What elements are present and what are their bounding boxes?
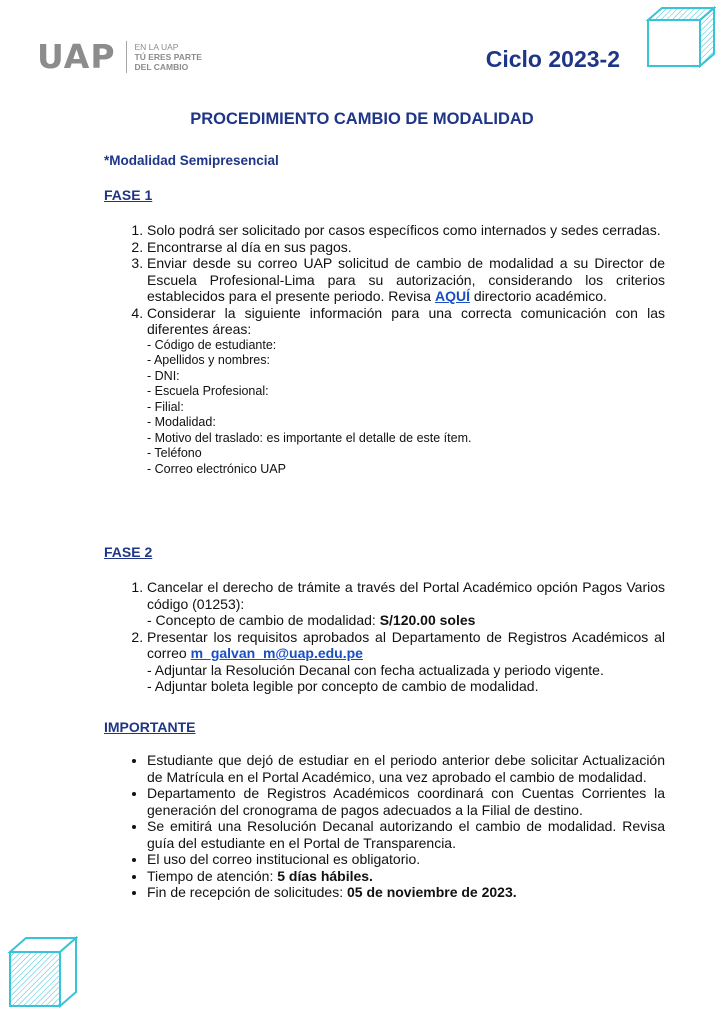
note-item xyxy=(147,752,665,785)
cube-outline-icon xyxy=(8,936,78,1008)
registry-email-link[interactable]: m_galvan_m@uap.edu.pe xyxy=(190,645,363,661)
info-field: - Escuela Profesional: xyxy=(147,384,269,398)
cycle-label: Ciclo 2023-2 xyxy=(485,46,620,72)
note-item xyxy=(147,868,665,885)
note-text: Tiempo de atención: xyxy=(147,867,278,884)
list-item-text: Encontrarse al día en sus pagos. xyxy=(147,238,352,255)
attachment-item: - Adjuntar la Resolución Decanal con fecha actualizada y periodo vigente. xyxy=(147,661,604,678)
fee-detail-list xyxy=(147,612,665,629)
fase-2-list xyxy=(104,579,665,695)
logo-line-2: TÚ ERES PARTE xyxy=(134,51,202,62)
logo-mark: UAP xyxy=(37,37,116,76)
info-field: - DNI: xyxy=(147,368,180,383)
list-item-text: Cancelar el derecho de trámite a través del Portal Académico opción Pagos Varios código (01253): xyxy=(147,579,665,612)
list-item xyxy=(147,222,665,239)
note-item xyxy=(147,884,665,901)
fase-1-list xyxy=(104,222,665,477)
info-field: - Teléfono xyxy=(147,446,202,460)
attention-time: 5 días hábiles. xyxy=(277,867,373,884)
list-item xyxy=(147,629,665,695)
deadline-date: 05 de noviembre de 2023. xyxy=(347,884,517,900)
list-item xyxy=(147,255,665,305)
cube-outline-icon xyxy=(646,6,716,68)
directory-link[interactable]: AQUÍ xyxy=(434,288,470,304)
note-item xyxy=(147,851,665,868)
logo-line-1: EN LA UAP xyxy=(134,41,179,52)
info-field: - Código de estudiante: xyxy=(147,337,277,352)
note-text: Estudiante que dejó de estudiar en el periodo anterior debe solicitar Actualización de Matrícula en el Portal Académico, una vez aprobado el cambio de modalidad. xyxy=(147,752,665,785)
logo-line-3: DEL CAMBIO xyxy=(134,61,189,72)
list-item xyxy=(147,239,665,256)
info-field: - Motivo del traslado: es importante el detalle de este ítem. xyxy=(147,430,472,445)
info-field: - Filial: xyxy=(147,399,184,414)
list-item-text: Presentar los requisitos aprobados al Departamento de Registros Académicos al correo xyxy=(147,628,665,661)
logo-tagline xyxy=(135,42,202,72)
note-item xyxy=(147,785,665,818)
uap-logo xyxy=(37,37,202,76)
note-item xyxy=(147,818,665,851)
fee-concept: - Concepto de cambio de modalidad: xyxy=(147,612,380,628)
attachments-list xyxy=(147,662,665,695)
list-item xyxy=(147,305,665,478)
important-list xyxy=(104,752,665,901)
fase-1-heading: FASE 1 xyxy=(104,187,153,203)
logo-separator xyxy=(126,41,127,73)
note-text: Se emitirá una Resolución Decanal autorizando el cambio de modalidad. Revisa guía del estudiante en el Portal de Transparencia. xyxy=(147,818,665,851)
list-item-text: Considerar la siguiente información para una correcta comunicación con las diferentes áreas: xyxy=(147,304,665,337)
attachment-item: - Adjuntar boleta legible por concepto de cambio de modalidad. xyxy=(147,678,539,694)
important-heading: IMPORTANTE xyxy=(104,719,196,735)
fee-detail xyxy=(147,612,665,629)
fase-2-heading: FASE 2 xyxy=(104,544,153,560)
note-text: El uso del correo institucional es obligatorio. xyxy=(147,851,421,867)
info-field: - Correo electrónico UAP xyxy=(147,461,286,476)
info-field: - Apellidos y nombres: xyxy=(147,353,270,367)
info-fields-list xyxy=(147,338,665,478)
list-item-text: directorio académico. xyxy=(469,288,607,304)
fee-amount: S/120.00 soles xyxy=(379,612,476,628)
modality-label: *Modalidad Semipresencial xyxy=(104,153,279,168)
document-title: PROCEDIMIENTO CAMBIO DE MODALIDAD xyxy=(190,110,534,128)
list-item-text: Solo podrá ser solicitado por casos específicos como internados y sedes cerradas. xyxy=(147,222,661,238)
info-field: - Modalidad: xyxy=(147,415,216,429)
note-text: Fin de recepción de solicitudes: xyxy=(147,884,347,900)
list-item-text: Enviar desde su correo UAP solicitud de cambio de modalidad a su Director de Escuela Profesional-Lima para su autorización, considerando los criterios establecidos para el presente periodo. Revisa xyxy=(147,255,665,304)
note-text: Departamento de Registros Académicos coordinará con Cuentas Corrientes la generación del cronograma de pagos adecuados a la Filial de destino. xyxy=(147,785,665,818)
list-item xyxy=(147,579,665,629)
